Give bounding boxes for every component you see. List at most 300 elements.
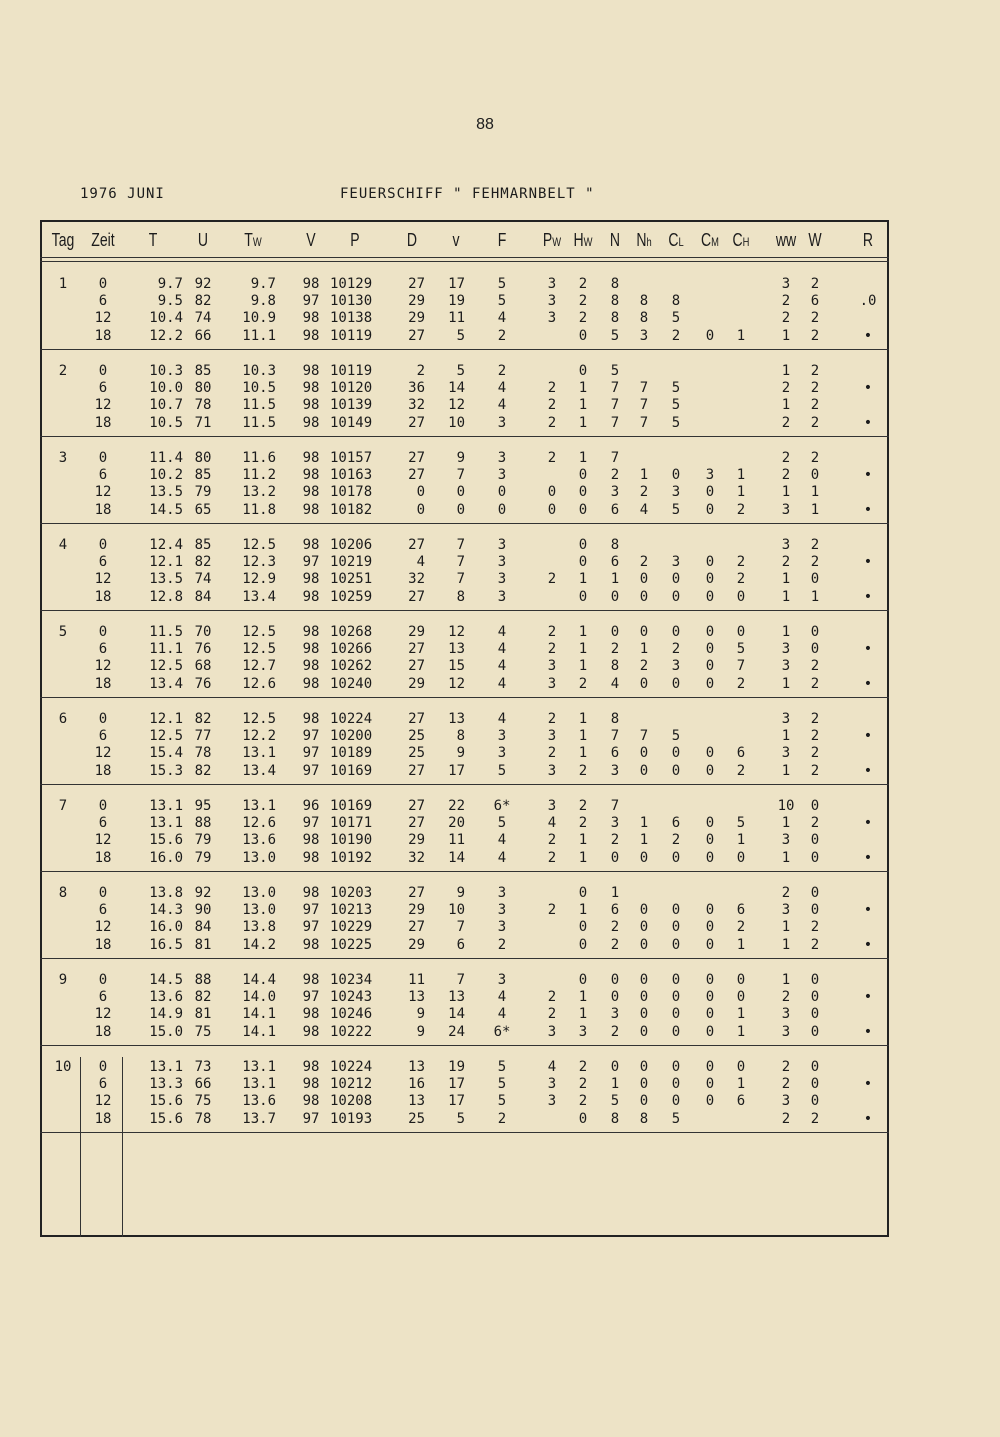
cell-CH: 2 — [736, 571, 746, 588]
cell-T: 15.6 — [149, 1110, 183, 1127]
cell-D: 27 — [408, 798, 425, 814]
cell-Nh: 0 — [639, 571, 649, 588]
cell-Nh: 0 — [639, 1023, 649, 1040]
cell-CM: 0 — [705, 745, 715, 762]
cell-P: 10193 — [330, 1110, 373, 1127]
cell-v: 14 — [448, 1006, 465, 1023]
cell-V: 98 — [302, 276, 320, 292]
cell-R: • — [863, 849, 873, 866]
cell-V: 97 — [302, 762, 320, 779]
column-header-label: ww — [775, 230, 797, 250]
cell-zeit: 6 — [98, 641, 108, 658]
cell-V: 98 — [302, 849, 320, 866]
cell-Pw: 3 — [547, 798, 557, 814]
cell-D: 2 — [416, 363, 425, 379]
cell-zeit: 18 — [94, 588, 112, 605]
cell-F: 4 — [497, 624, 507, 640]
cell-Hw: 1 — [578, 711, 588, 727]
cell-R: • — [863, 414, 873, 431]
cell-T: 9.5 — [157, 293, 183, 310]
cell-T: 14.3 — [149, 902, 183, 919]
cell-CH: 2 — [736, 762, 746, 779]
cell-U: 82 — [194, 711, 212, 727]
column-header-W — [792, 230, 839, 251]
cell-Pw: 2 — [547, 450, 557, 466]
column-header-label: V — [306, 230, 316, 250]
cell-Tw: 13.6 — [242, 832, 276, 849]
cell-Nh: 0 — [639, 745, 649, 762]
cell-Tw: 12.9 — [242, 571, 276, 588]
cell-P: 10243 — [330, 989, 373, 1006]
day-number: 2 — [58, 363, 68, 379]
cell-Pw: 3 — [547, 762, 557, 779]
cell-N: 8 — [610, 537, 620, 553]
cell-CM: 0 — [705, 832, 715, 849]
cell-v: 14 — [448, 849, 465, 866]
day-number: 8 — [58, 885, 68, 901]
cell-v: 24 — [448, 1023, 465, 1040]
day-separator — [40, 958, 889, 959]
cell-ww: 1 — [781, 728, 791, 745]
cell-Pw: 2 — [547, 832, 557, 849]
cell-T: 10.4 — [149, 310, 183, 327]
column-header-subscript: W — [552, 235, 562, 249]
cell-zeit: 12 — [94, 919, 112, 936]
cell-W: 2 — [810, 276, 820, 292]
cell-F: 3 — [497, 588, 507, 605]
cell-R: • — [863, 936, 873, 953]
cell-P: 10138 — [330, 310, 373, 327]
cell-CL: 6 — [671, 815, 681, 832]
cell-N: 3 — [610, 762, 620, 779]
cell-P: 10200 — [330, 728, 373, 745]
cell-v: 12 — [448, 624, 465, 640]
cell-ww: 2 — [781, 885, 791, 901]
cell-U: 65 — [194, 501, 212, 518]
cell-W: 2 — [810, 554, 820, 571]
cell-zeit: 6 — [98, 554, 108, 571]
cell-T: 12.1 — [149, 554, 183, 571]
cell-CL: 3 — [671, 554, 681, 571]
cell-P: 10169 — [330, 798, 373, 814]
cell-Hw: 0 — [578, 501, 588, 518]
cell-U: 82 — [194, 762, 212, 779]
cell-Hw: 1 — [578, 902, 588, 919]
cell-Hw: 1 — [578, 658, 588, 675]
cell-R: • — [863, 815, 873, 832]
cell-P: 10206 — [330, 537, 373, 553]
cell-Tw: 14.1 — [242, 1023, 276, 1040]
cell-W: 2 — [810, 310, 820, 327]
day-separator — [40, 1132, 889, 1133]
cell-D: 25 — [408, 728, 425, 745]
column-header-subscript: W — [583, 235, 593, 249]
cell-F: 5 — [497, 815, 507, 832]
cell-v: 7 — [456, 972, 465, 988]
cell-CM: 0 — [705, 327, 715, 344]
cell-T: 14.5 — [149, 972, 183, 988]
cell-Nh: 0 — [639, 1006, 649, 1023]
cell-ww: 10 — [777, 798, 795, 814]
cell-P: 10225 — [330, 936, 373, 953]
cell-CH: 2 — [736, 554, 746, 571]
cell-T: 15.3 — [149, 762, 183, 779]
cell-ww: 3 — [781, 501, 791, 518]
cell-T: 15.6 — [149, 1093, 183, 1110]
cell-F: 3 — [497, 537, 507, 553]
cell-W: 0 — [810, 1093, 820, 1110]
cell-V: 97 — [302, 919, 320, 936]
cell-Tw: 12.5 — [242, 711, 276, 727]
day-separator — [40, 784, 889, 785]
cell-W: 0 — [810, 1023, 820, 1040]
cell-N: 5 — [610, 1093, 620, 1110]
cell-F: 2 — [497, 327, 507, 344]
cell-V: 98 — [302, 588, 320, 605]
column-header-label: C — [732, 230, 743, 250]
cell-P: 10171 — [330, 815, 373, 832]
column-header-label: H — [573, 230, 584, 250]
cell-Hw: 2 — [578, 1093, 588, 1110]
cell-W: 2 — [810, 363, 820, 379]
cell-R: • — [863, 762, 873, 779]
cell-D: 27 — [408, 919, 425, 936]
column-header-label: C — [701, 230, 712, 250]
cell-D: 27 — [408, 762, 425, 779]
cell-Hw: 1 — [578, 380, 588, 397]
cell-P: 10259 — [330, 588, 373, 605]
cell-W: 2 — [810, 1110, 820, 1127]
cell-Pw: 3 — [547, 728, 557, 745]
cell-Pw: 2 — [547, 745, 557, 762]
cell-N: 3 — [610, 815, 620, 832]
cell-T: 13.1 — [149, 798, 183, 814]
cell-W: 0 — [810, 885, 820, 901]
cell-V: 98 — [302, 397, 320, 414]
cell-v: 9 — [456, 885, 465, 901]
cell-Tw: 9.7 — [250, 276, 276, 292]
cell-D: 27 — [408, 276, 425, 292]
cell-Hw: 0 — [578, 484, 588, 501]
day-number: 5 — [58, 624, 68, 640]
cell-U: 76 — [194, 641, 212, 658]
cell-Tw: 12.7 — [242, 658, 276, 675]
cell-W: 2 — [810, 711, 820, 727]
cell-P: 10219 — [330, 554, 373, 571]
cell-F: 3 — [497, 467, 507, 484]
cell-T: 10.5 — [149, 414, 183, 431]
cell-Tw: 10.5 — [242, 380, 276, 397]
column-header-P — [332, 230, 379, 251]
cell-Pw: 2 — [547, 1006, 557, 1023]
cell-CL: 2 — [671, 641, 681, 658]
cell-zeit: 18 — [94, 762, 112, 779]
cell-T: 13.5 — [149, 484, 183, 501]
column-header-label: N — [636, 230, 647, 250]
cell-zeit: 6 — [98, 728, 108, 745]
cell-N: 1 — [610, 885, 620, 901]
day-separator — [40, 523, 889, 524]
cell-F: 5 — [497, 1076, 507, 1093]
cell-P: 10178 — [330, 484, 373, 501]
cell-zeit: 18 — [94, 1110, 112, 1127]
cell-zeit: 0 — [98, 1059, 108, 1075]
column-header-F — [479, 230, 526, 251]
cell-Hw: 0 — [578, 885, 588, 901]
cell-F: 3 — [497, 728, 507, 745]
cell-T: 12.2 — [149, 327, 183, 344]
cell-F: 6* — [493, 1023, 511, 1040]
cell-V: 98 — [302, 972, 320, 988]
cell-Tw: 11.5 — [242, 397, 276, 414]
cell-Nh: 0 — [639, 972, 649, 988]
cell-T: 14.9 — [149, 1006, 183, 1023]
cell-ww: 3 — [781, 1093, 791, 1110]
cell-D: 27 — [408, 588, 425, 605]
cell-Tw: 13.0 — [242, 849, 276, 866]
cell-R: • — [863, 641, 873, 658]
day-number: 10 — [54, 1059, 72, 1075]
cell-CL: 0 — [671, 675, 681, 692]
cell-CH: 2 — [736, 919, 746, 936]
cell-Hw: 0 — [578, 588, 588, 605]
cell-v: 5 — [456, 363, 465, 379]
cell-ww: 2 — [781, 293, 791, 310]
cell-T: 13.3 — [149, 1076, 183, 1093]
cell-P: 10222 — [330, 1023, 373, 1040]
cell-V: 98 — [302, 571, 320, 588]
cell-CL: 5 — [671, 414, 681, 431]
cell-CL: 0 — [671, 936, 681, 953]
cell-Nh: 2 — [639, 484, 649, 501]
cell-D: 13 — [408, 989, 425, 1006]
cell-CL: 0 — [671, 989, 681, 1006]
cell-U: 78 — [194, 1110, 212, 1127]
cell-V: 96 — [302, 798, 320, 814]
cell-Pw: 4 — [547, 1059, 557, 1075]
cell-Pw: 3 — [547, 675, 557, 692]
day-separator — [40, 1045, 889, 1046]
cell-ww: 2 — [781, 554, 791, 571]
cell-Nh: 0 — [639, 1076, 649, 1093]
cell-CL: 0 — [671, 467, 681, 484]
cell-U: 76 — [194, 675, 212, 692]
cell-R: • — [863, 1076, 873, 1093]
cell-F: 4 — [497, 989, 507, 1006]
cell-P: 10229 — [330, 919, 373, 936]
cell-Pw: 2 — [547, 414, 557, 431]
cell-F: 4 — [497, 675, 507, 692]
cell-F: 0 — [497, 501, 507, 518]
cell-F: 3 — [497, 902, 507, 919]
cell-W: 2 — [810, 675, 820, 692]
cell-N: 2 — [610, 832, 620, 849]
cell-Hw: 1 — [578, 989, 588, 1006]
cell-U: 90 — [194, 902, 212, 919]
cell-v: 9 — [456, 450, 465, 466]
cell-zeit: 12 — [94, 571, 112, 588]
cell-CM: 0 — [705, 1093, 715, 1110]
cell-T: 13.4 — [149, 675, 183, 692]
cell-V: 98 — [302, 537, 320, 553]
cell-Pw: 3 — [547, 1076, 557, 1093]
cell-U: 74 — [194, 571, 212, 588]
cell-W: 2 — [810, 327, 820, 344]
column-rule — [80, 1057, 81, 1237]
cell-F: 4 — [497, 658, 507, 675]
column-header-T — [130, 230, 177, 251]
cell-zeit: 6 — [98, 1076, 108, 1093]
cell-v: 20 — [448, 815, 465, 832]
cell-T: 12.4 — [149, 537, 183, 553]
cell-ww: 3 — [781, 902, 791, 919]
cell-CL: 0 — [671, 588, 681, 605]
column-header-label: T — [244, 230, 253, 250]
cell-Nh: 0 — [639, 1059, 649, 1075]
cell-Pw: 2 — [547, 397, 557, 414]
cell-F: 5 — [497, 1059, 507, 1075]
cell-v: 11 — [448, 310, 465, 327]
cell-CM: 0 — [705, 588, 715, 605]
cell-T: 10.0 — [149, 380, 183, 397]
cell-U: 79 — [194, 484, 212, 501]
cell-ww: 1 — [781, 327, 791, 344]
cell-F: 3 — [497, 745, 507, 762]
cell-ww: 2 — [781, 380, 791, 397]
cell-CM: 0 — [705, 815, 715, 832]
cell-U: 70 — [194, 624, 212, 640]
cell-Pw: 2 — [547, 380, 557, 397]
cell-ww: 3 — [781, 641, 791, 658]
cell-v: 0 — [456, 501, 465, 518]
cell-V: 98 — [302, 501, 320, 518]
cell-D: 13 — [408, 1059, 425, 1075]
cell-U: 85 — [194, 363, 212, 379]
cell-zeit: 12 — [94, 1093, 112, 1110]
cell-W: 0 — [810, 467, 820, 484]
cell-U: 66 — [194, 1076, 212, 1093]
cell-N: 7 — [610, 450, 620, 466]
cell-D: 9 — [416, 1006, 425, 1023]
cell-T: 15.4 — [149, 745, 183, 762]
cell-F: 0 — [497, 484, 507, 501]
cell-T: 12.5 — [149, 658, 183, 675]
cell-V: 98 — [302, 467, 320, 484]
cell-U: 84 — [194, 919, 212, 936]
cell-W: 2 — [810, 815, 820, 832]
cell-CM: 0 — [705, 989, 715, 1006]
cell-N: 7 — [610, 380, 620, 397]
cell-Nh: 3 — [639, 327, 649, 344]
cell-CH: 6 — [736, 745, 746, 762]
cell-CM: 3 — [705, 467, 715, 484]
cell-F: 4 — [497, 310, 507, 327]
cell-P: 10149 — [330, 414, 373, 431]
cell-W: 0 — [810, 989, 820, 1006]
cell-CH: 1 — [736, 936, 746, 953]
cell-CL: 5 — [671, 380, 681, 397]
cell-CL: 0 — [671, 1076, 681, 1093]
cell-V: 98 — [302, 885, 320, 901]
cell-CL: 0 — [671, 571, 681, 588]
column-header-CH — [718, 230, 765, 251]
cell-P: 10119 — [330, 327, 373, 344]
cell-Nh: 1 — [639, 832, 649, 849]
cell-Tw: 12.3 — [242, 554, 276, 571]
cell-D: 25 — [408, 1110, 425, 1127]
cell-P: 10213 — [330, 902, 373, 919]
cell-CM: 0 — [705, 484, 715, 501]
cell-Hw: 2 — [578, 798, 588, 814]
cell-P: 10224 — [330, 711, 373, 727]
cell-zeit: 12 — [94, 1006, 112, 1023]
cell-N: 0 — [610, 1059, 620, 1075]
cell-Tw: 14.2 — [242, 936, 276, 953]
cell-Pw: 3 — [547, 1023, 557, 1040]
cell-Nh: 8 — [639, 1110, 649, 1127]
day-number: 6 — [58, 711, 68, 727]
day-number: 1 — [58, 276, 68, 292]
cell-CL: 0 — [671, 972, 681, 988]
cell-Hw: 0 — [578, 554, 588, 571]
cell-T: 13.6 — [149, 989, 183, 1006]
cell-T: 10.3 — [149, 363, 183, 379]
cell-W: 0 — [810, 1059, 820, 1075]
cell-N: 7 — [610, 798, 620, 814]
cell-zeit: 18 — [94, 414, 112, 431]
cell-Hw: 0 — [578, 537, 588, 553]
cell-ww: 1 — [781, 815, 791, 832]
cell-D: 16 — [408, 1076, 425, 1093]
cell-W: 2 — [810, 414, 820, 431]
cell-Tw: 11.5 — [242, 414, 276, 431]
cell-Tw: 13.0 — [242, 902, 276, 919]
cell-zeit: 18 — [94, 849, 112, 866]
cell-V: 97 — [302, 745, 320, 762]
cell-CH: 1 — [736, 1023, 746, 1040]
cell-W: 6 — [810, 293, 820, 310]
cell-D: 13 — [408, 1093, 425, 1110]
cell-V: 97 — [302, 554, 320, 571]
cell-zeit: 6 — [98, 815, 108, 832]
cell-T: 15.6 — [149, 832, 183, 849]
cell-Hw: 1 — [578, 641, 588, 658]
cell-Hw: 0 — [578, 936, 588, 953]
cell-v: 19 — [448, 293, 465, 310]
cell-T: 13.5 — [149, 571, 183, 588]
cell-CM: 0 — [705, 658, 715, 675]
cell-Nh: 2 — [639, 658, 649, 675]
cell-F: 4 — [497, 711, 507, 727]
cell-R: • — [863, 675, 873, 692]
cell-CH: 1 — [736, 1076, 746, 1093]
cell-ww: 1 — [781, 936, 791, 953]
column-header-Tw — [230, 230, 277, 251]
cell-P: 10157 — [330, 450, 373, 466]
cell-zeit: 0 — [98, 711, 108, 727]
column-header-subscript: W — [252, 235, 262, 249]
cell-Hw: 2 — [578, 1076, 588, 1093]
cell-CM: 0 — [705, 641, 715, 658]
cell-P: 10212 — [330, 1076, 373, 1093]
cell-P: 10240 — [330, 675, 373, 692]
cell-W: 1 — [810, 484, 820, 501]
cell-P: 10262 — [330, 658, 373, 675]
cell-R: • — [863, 380, 873, 397]
cell-F: 2 — [497, 363, 507, 379]
cell-Pw: 3 — [547, 293, 557, 310]
cell-U: 79 — [194, 849, 212, 866]
